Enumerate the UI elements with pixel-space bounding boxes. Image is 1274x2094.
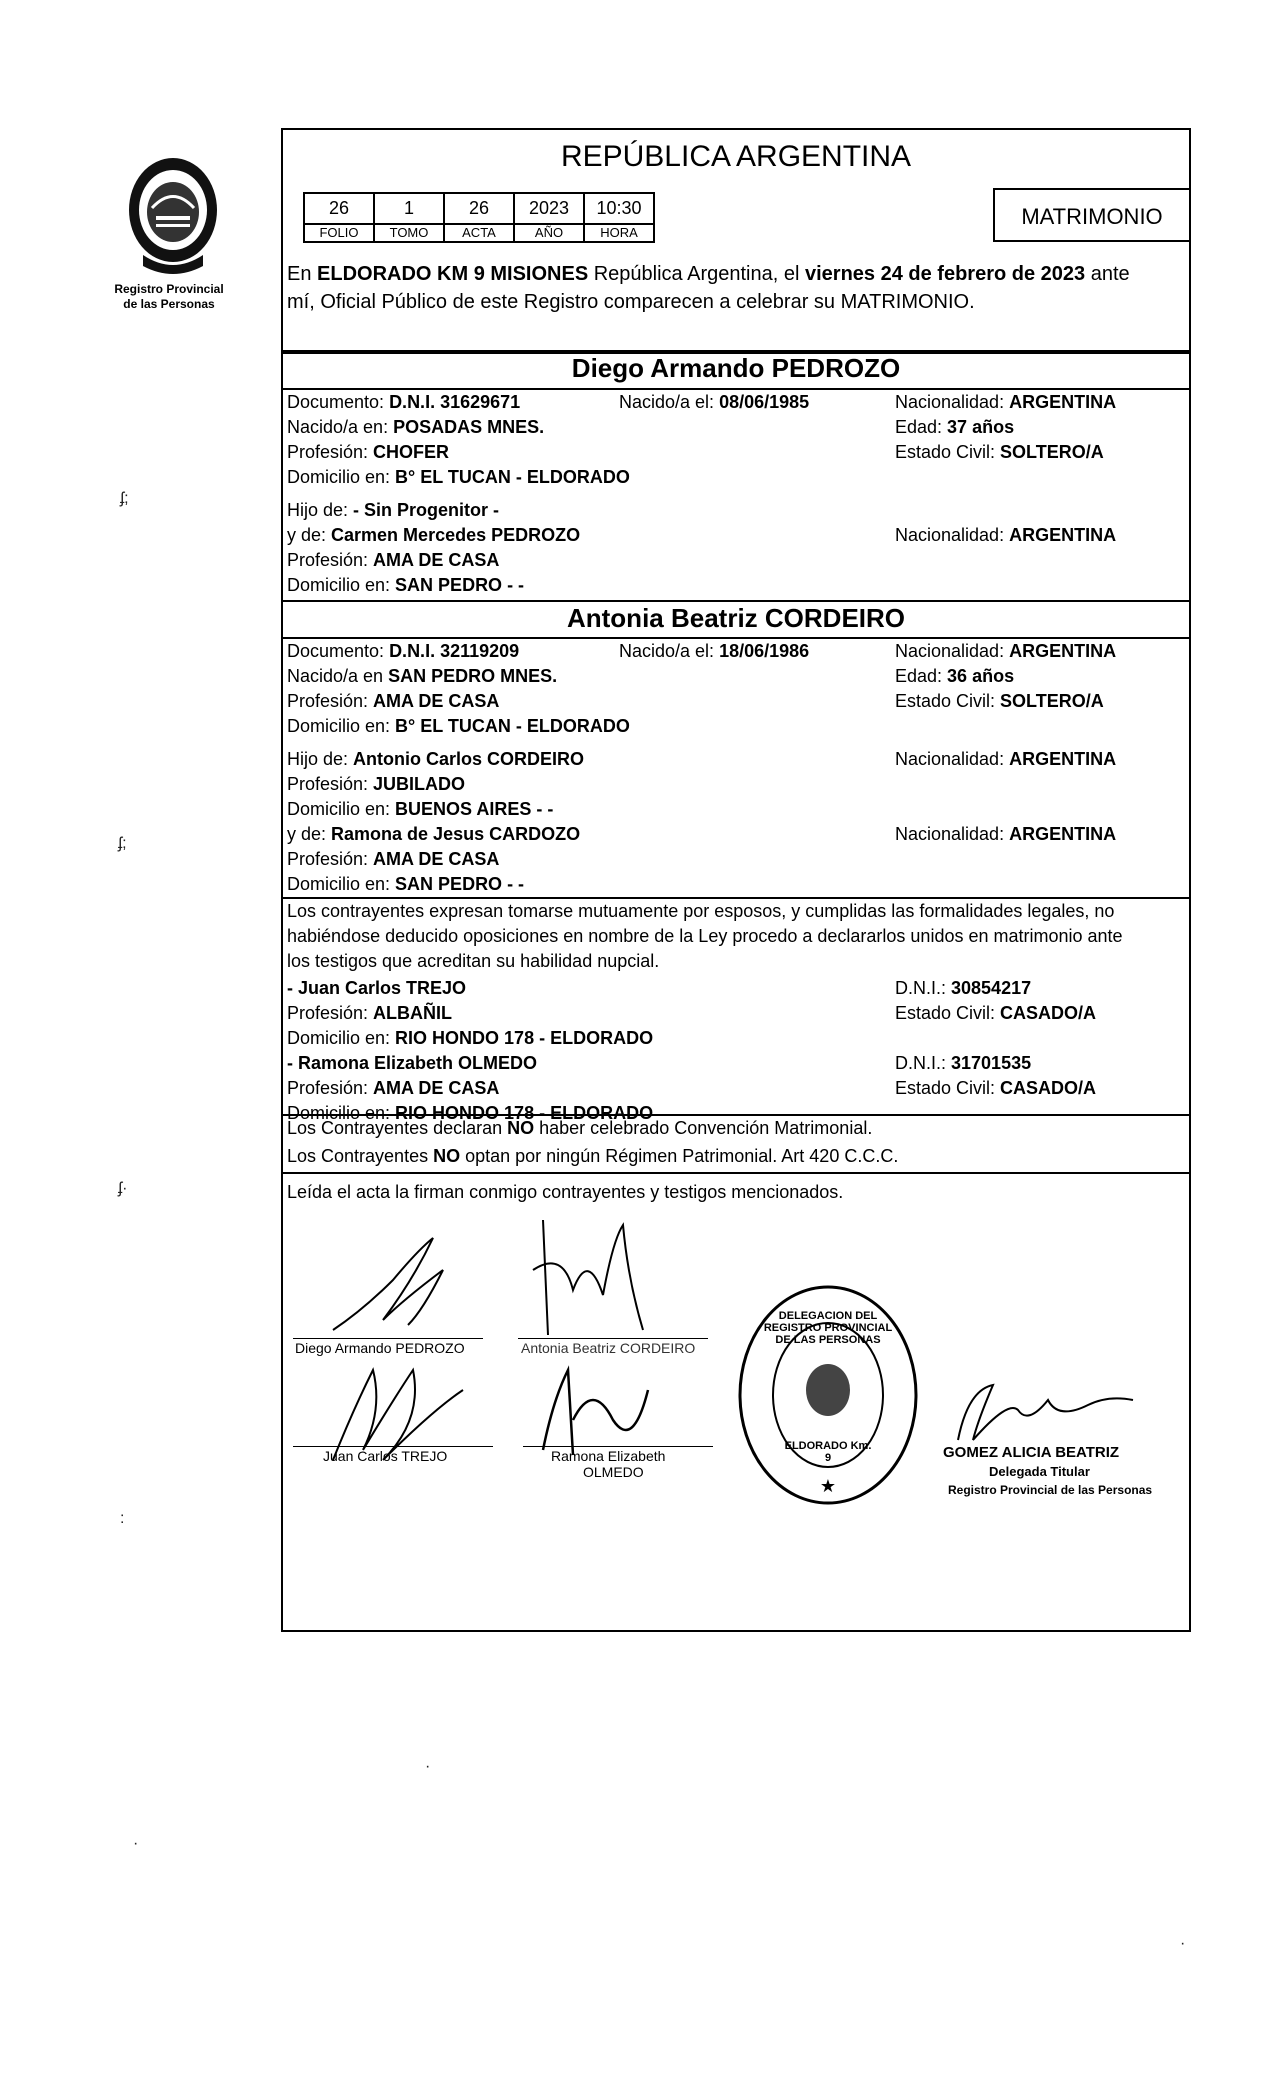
spouse1-madre-dom: SAN PEDRO - -	[395, 575, 525, 595]
witness1-profesion: ALBAÑIL	[373, 1003, 453, 1023]
page-title: REPÚBLICA ARGENTINA	[560, 140, 912, 173]
spouse1-nacido-el: 08/06/1985	[719, 392, 810, 412]
official-org: Registro Provincial de las Personas	[948, 1483, 1153, 1497]
spouse2-padre-nac: ARGENTINA	[1009, 749, 1117, 769]
signature-label-3: Juan Carlos TREJO	[323, 1448, 448, 1464]
spouse1-documento: D.N.I. 31629671	[389, 392, 521, 412]
ano-label: AÑO	[514, 224, 584, 242]
spouse1-estado: SOLTERO/A	[1000, 442, 1104, 462]
witness2-estado: CASADO/A	[1000, 1078, 1097, 1098]
witness2-name: - Ramona Elizabeth OLMEDO	[287, 1053, 538, 1073]
spouse1-nacionalidad: ARGENTINA	[1009, 392, 1117, 412]
province-shield-icon	[118, 150, 228, 280]
folio-value: 26	[304, 193, 374, 224]
signature-scribble-1	[323, 1230, 473, 1340]
official-title: Delegada Titular	[989, 1464, 1090, 1479]
spouse2-name: Antonia Beatriz CORDEIRO	[566, 603, 906, 633]
logo-org-line2: de las Personas	[123, 297, 215, 311]
official-name: GOMEZ ALICIA BEATRIZ	[943, 1444, 1120, 1461]
signature-label-2: Antonia Beatriz CORDEIRO	[521, 1340, 696, 1356]
tomo-value: 1	[374, 193, 444, 224]
spouse2-profesion: AMA DE CASA	[373, 691, 500, 711]
declaration-line1: Los contrayentes expresan tomarse mutuamente por esposos, y cumplidas las formalidades legales, no	[287, 901, 1115, 921]
regime-line2: Los Contrayentes NO optan por ningún Régimen Patrimonial. Art 420 C.C.C.	[287, 1146, 899, 1166]
spouse1-nacido-en: POSADAS MNES.	[393, 417, 545, 437]
signature-label-4b: OLMEDO	[583, 1464, 644, 1480]
official-stamp	[733, 1280, 923, 1510]
spouse2-madre-prof: AMA DE CASA	[373, 849, 500, 869]
witness2-profesion: AMA DE CASA	[373, 1078, 500, 1098]
spouse1-edad: 37 años	[947, 417, 1015, 437]
certificate-frame: REPÚBLICA ARGENTINA 26 1 26 2023 10:30 FOLIO TOMO ACTA AÑO HORA MATRIMONIO En ELDORADO KM 9 MISIONES República Argentina, el viernes 24 de febrero de 2023 ante mí, Oficial Público de este Registro comparecen a celebrar su MATRIMONIO. Diego Armando PEDROZO Documento: D.N.I. 31629671 Nacido/a el: 08/06/1985 Nacionalidad: ARGENTINA Nacido/a en: POSADAS MNES. Edad: 37 años Profesión: CHOFER Estado Civil: SOLTERO/A Domicilio en: B° EL TUCAN - ELDORADO Hijo de: - Sin Progenitor - y de: Carmen Mercedes PEDROZO Nacionalidad: ARGENTINA Profesión: AMA DE CASA Domicilio en: SAN PEDRO - - Antonia Beatriz CORDEIRO Documento: D.N.I. 32119209 Nacido/a el: 18/06/1986 Nacionalidad: ARGENTINA Nacido/a en SAN PEDRO MNES. Edad: 36 años Profesión: AMA DE CASA Estado Civil: SOLTERO/A Domicilio en: B° EL TUCAN - ELDORADO Hijo de: Antonio Carlos CORDEIRO Nacionalidad: ARGENTINA Profesión: JUBILADO Domicilio en: BUENOS AIRES - - y de: Ramona de Jesus CARDOZO Nacionalidad: ARGENTINA Profesión: AMA DE CASA Domicilio en: SAN PEDRO - - Los contrayentes expresan tomarse mutuamente por esposos, y cumplidas las formalidades legales, no habiéndose deducido oposiciones en nombre de la Ley procedo a declararlos unidos en matrimonio ante los testigos que acreditan su habilidad nupcial. - Juan Carlos TREJO D.N.I.: 30854217 Profesión: ALBAÑIL Estado Civil: CASADO/A Domicilio en: RIO HONDO 178 - ELDORADO - Ramona Elizabeth OLMEDO D.N.I.: 31701535 Profesión: AMA DE CASA Estado Civil: CASADO/A Domicilio en: RIO HONDO 178 - ELDORADO Los Contrayentes declaran NO haber celebrado Convención Matrimonial. Los Contrayentes NO optan por ningún Régimen Patrimonial. Art 420 C.C.C. Leída el acta la firman conmigo contrayentes y testigos mencionados. Diego Armando PEDROZO Antonia Beatriz CORDEIRO Juan Carlos TREJO Ramona Elizabeth OLMEDO ★ DELEGACION DEL REGISTRO PROVINCIAL DE LAS PERSONAS ELDORADO Km. 9 GOMEZ ALICIA BEATRIZ Delegada Titular Registro Provincial de las Personas	[281, 128, 1191, 1632]
spouse1-y-de: Carmen Mercedes PEDROZO	[331, 525, 581, 545]
hora-label: HORA	[584, 224, 654, 242]
official-signature-scribble	[948, 1370, 1148, 1450]
intro-date: viernes 24 de febrero de 2023	[804, 263, 1086, 285]
witness1-name: - Juan Carlos TREJO	[287, 978, 467, 998]
spouse2-estado: SOLTERO/A	[1000, 691, 1104, 711]
registry-table	[303, 192, 655, 243]
spouse2-nacido-el: 18/06/1986	[719, 641, 810, 661]
stamp-inner-text: ELDORADO Km. 9	[784, 1440, 872, 1464]
spouse2-padre-dom: BUENOS AIRES - -	[395, 799, 554, 819]
witness1-dni: 30854217	[951, 978, 1032, 998]
hora-value: 10:30	[584, 193, 654, 224]
svg-text:★: ★	[819, 1476, 837, 1497]
spouse1-domicilio: B° EL TUCAN - ELDORADO	[395, 467, 630, 487]
signature-label-4a: Ramona Elizabeth	[551, 1448, 666, 1464]
spouse2-padre-prof: JUBILADO	[373, 774, 466, 794]
logo-org-line1: Registro Provincial	[114, 282, 224, 296]
ano-value: 2023	[514, 193, 584, 224]
declaration-line2: habiéndose deducido oposiciones en nombre de la Ley procedo a declararlos unidos en matrimonio ante	[287, 926, 1123, 946]
signature-scribble-2	[513, 1210, 653, 1340]
spouse2-documento: D.N.I. 32119209	[389, 641, 520, 661]
signature-label-1: Diego Armando PEDROZO	[295, 1340, 465, 1356]
spouse1-profesion: CHOFER	[373, 442, 450, 462]
acta-label: ACTA	[444, 224, 514, 242]
closing-text: Leída el acta la firman conmigo contrayentes y testigos mencionados.	[287, 1182, 844, 1202]
stamp-outer-text: DELEGACION DEL REGISTRO PROVINCIAL DE LAS PERSONAS	[763, 1310, 893, 1346]
witness1-domicilio: RIO HONDO 178 - ELDORADO	[395, 1028, 654, 1048]
registry-logo-caption	[104, 282, 234, 312]
folio-label: FOLIO	[304, 224, 374, 242]
signature-scribble-4	[523, 1360, 663, 1460]
spouse2-madre-dom: SAN PEDRO - -	[395, 874, 525, 894]
spouse1-madre-nac: ARGENTINA	[1009, 525, 1117, 545]
spouse1-name: Diego Armando PEDROZO	[571, 353, 901, 383]
spouse2-nacido-en: SAN PEDRO MNES.	[388, 666, 558, 686]
regime-line1: Los Contrayentes declaran NO haber celebrado Convención Matrimonial.	[287, 1118, 873, 1138]
act-type-box: MATRIMONIO	[993, 188, 1191, 242]
declaration-line3: los testigos que acreditan su habilidad nupcial.	[287, 951, 660, 971]
intro-place: ELDORADO KM 9 MISIONES	[317, 263, 589, 285]
spouse2-nacionalidad: ARGENTINA	[1009, 641, 1117, 661]
spouse2-edad: 36 años	[947, 666, 1015, 686]
spouse2-madre-nac: ARGENTINA	[1009, 824, 1117, 844]
spouse2-y-de: Ramona de Jesus CARDOZO	[331, 824, 581, 844]
spouse1-hijo-de: - Sin Progenitor -	[353, 500, 500, 520]
spouse2-domicilio: B° EL TUCAN - ELDORADO	[395, 716, 630, 736]
witness2-dni: 31701535	[951, 1053, 1032, 1073]
witness1-estado: CASADO/A	[1000, 1003, 1097, 1023]
tomo-label: TOMO	[374, 224, 444, 242]
intro-text: En ELDORADO KM 9 MISIONES República Argentina, el viernes 24 de febrero de 2023 ante mí, Oficial Público de este Registro comparecen a celebrar su MATRIMONIO.	[287, 263, 1130, 313]
spouse2-hijo-de: Antonio Carlos CORDEIRO	[353, 749, 585, 769]
registry-logo	[118, 150, 228, 280]
witness2-domicilio: RIO HONDO 178 - ELDORADO	[395, 1103, 654, 1123]
spouse1-madre-prof: AMA DE CASA	[373, 550, 500, 570]
acta-value: 26	[444, 193, 514, 224]
